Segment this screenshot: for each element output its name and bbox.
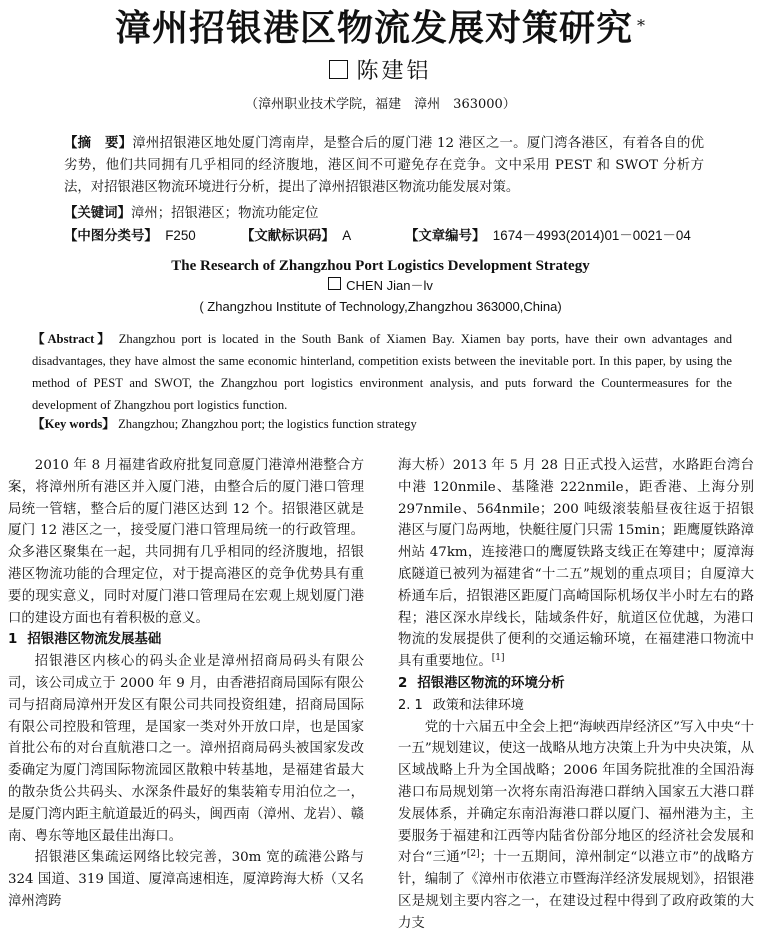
clc-label: 【中图分类号】 [64, 229, 158, 244]
body-paragraph: 招银港区内核心的码头企业是漳州招商局码头有限公司，该公司成立于 2000 年 9 月，由香港招商局国际有限公司与招商局漳州开发区有限公司共同投资组建，招商局国际有限公司控股和管理，是国家一类对外开放口岸，也是国家首批公布的对台直航港口之一。漳州招商局码头被国家发改委确定为厦门湾国际物流园区散粮中转基地，是福建省最大的散杂货公共码头、水深条件最好的集装箱专用泊位之一，是厦门湾内距主航道最近的码头，闽西南（漳州、龙岩）、赣南、粤东等地区最佳出海口。 [8, 654, 364, 844]
article-number-value: 1674－4993(2014)01－0021－04 [492, 228, 691, 243]
section-heading-1 [8, 629, 364, 651]
abstract-en-label: 【Abstract】 [32, 332, 113, 346]
title-footnote-mark: * [637, 16, 646, 35]
clc-field [64, 225, 196, 248]
article-number-field [405, 225, 691, 248]
section-title: 招银港区物流发展基础 [27, 632, 162, 648]
article-number-label: 【文章编号】 [405, 229, 486, 244]
section-title: 招银港区物流的环境分析 [417, 675, 565, 691]
doc-code-field [241, 225, 351, 248]
citation-ref: [2] [466, 849, 480, 860]
citation-ref: [1] [491, 653, 505, 664]
subsection-number: 2. 1 [398, 697, 423, 713]
abstract-cn [64, 133, 704, 199]
author-line [0, 58, 761, 86]
abstract-en-text: Zhangzhou port is located in the South Bank of Xiamen Bay. Xiamen bay ports, have their own advantages and disadvantages, they have almost the same economic hinterland, competition exists between the inevitable port. In this paper, by using the method of PEST and SWOT, the Zhangzhou port logistics environment analysis, and puts forward the Countermeasures for the development of Zhangzhou port logistics function. [32, 332, 733, 412]
english-affiliation: ( Zhangzhou Institute of Technology,Zhangzhou 363000,China) [199, 299, 562, 314]
english-author-name: CHEN Jian－lv [346, 278, 433, 293]
author-box-icon [329, 60, 348, 79]
keywords-cn-label: 【关键词】 [64, 206, 131, 221]
clc-value: F250 [165, 228, 196, 243]
body-paragraph [398, 717, 754, 935]
keywords-en-text: Zhangzhou; Zhangzhou port; the logistics function strategy [118, 417, 417, 431]
doc-code-label: 【文献标识码】 [241, 229, 335, 244]
abstract-cn-label: 【摘 要】 [64, 136, 133, 151]
keywords-en [32, 414, 417, 434]
keywords-en-label: 【Key words】 [32, 417, 115, 431]
body-paragraph: 招银港区集疏运网络比较完善，30m 宽的疏港公路与 324 国道、319 国道、厦漳高速相连，厦漳跨海大桥（又名漳州湾跨 [8, 850, 364, 909]
section-number: 2 [398, 675, 408, 691]
english-author-line [0, 277, 761, 295]
keywords-cn-text: 漳州；招银港区；物流功能定位 [130, 206, 319, 221]
section-number: 1 [8, 632, 18, 648]
body-paragraph [398, 455, 754, 673]
abstract-en [32, 328, 732, 416]
subsection-heading-2-1 [398, 695, 754, 717]
subsection-title: 政策和法律环境 [432, 697, 524, 713]
body-paragraph: 2010 年 8 月福建省政府批复同意厦门港漳州港整合方案，将漳州所有港区并入厦门港，由整合后的厦门港口管理局统一管辖，整合后的厦门港区达到 12 个。招银港区就是厦门 12 港区之一，接受厦门港口管理局统一的行政管理。众多港区聚集在一起，共同拥有几乎相同的经济腹地，招银港区物流功能的合理定位，对于提高港区的竞争优势具有重要的现实意义，同时对厦门港口管理局在宏观上规划厦门港口的建设方面也有着积极的意义。 [8, 458, 364, 626]
english-author-box-icon [328, 277, 341, 290]
english-title: The Research of Zhangzhou Port Logistics Development Strategy [171, 258, 590, 274]
affiliation: （漳州职业技术学院，福建 漳州 363000） [245, 97, 516, 112]
body-right-column [398, 455, 754, 935]
doc-code-value: A [342, 228, 352, 243]
paper-title [0, 6, 761, 50]
body-left-column [8, 455, 364, 913]
paper-title-text: 漳州招银港区物流发展对策研究 [114, 7, 633, 49]
author-name: 陈建铝 [356, 59, 432, 84]
section-heading-2 [398, 673, 754, 695]
body-text: ；十一五期间，漳州制定“以港立市”的战略方针，编制了《漳州市依港立市暨海洋经济发展规划》，招银港区是规划主要内容之一，在建设过程中得到了政府政策的大力支 [398, 850, 754, 931]
keywords-cn [64, 203, 318, 225]
body-text: 党的十六届五中全会上把“海峡西岸经济区”写入中央“十一五”规划建议，使这一战略从地方决策上升为中央决策，从区域战略上升为全国战略；2006 年国务院批准的全国沿海港口布局规划第一次将东南沿海港口群纳入国家五大港口群发展体系，并确定东南沿海港口群以厦门、福州港为主，主要服务于福建和江西等内陆省份部分地区的经济社会发展和对台“三通” [398, 719, 754, 866]
body-text: 海大桥）2013 年 5 月 28 日正式投入运营，水路距台湾台中港 120nmile、基隆港 222nmile，距香港、上海分别 297nmile、564nmile；200 吨级滚装船昼夜往返于招银港区与厦门岛两地，快艇往厦门只需 15min；距鹰厦铁路漳州站 47km，连接港口的鹰厦铁路支线正在筹建中；厦漳海底隧道已被列为福建省“十二五”规划的重点项目；自厦漳大桥通车后，招银港区距厦门高崎国际机场仅半小时左右的路程；港区深水岸线长，陆域条件好，航道区位优越，为港口物流的发展提供了便利的交通运输环境，在福建港口物流中具有重要地位。 [398, 458, 754, 670]
abstract-cn-text: 漳州招银港区地处厦门湾南岸，是整合后的厦门港 12 港区之一。厦门湾各港区，有着各自的优劣势，他们共同拥有几乎相同的经济腹地，港区间不可避免存在竞争。文中采用 PEST 和 SWOT 分析方法，对招银港区物流环境进行分析，提出了漳州招银港区物流功能发展对策。 [64, 136, 704, 195]
